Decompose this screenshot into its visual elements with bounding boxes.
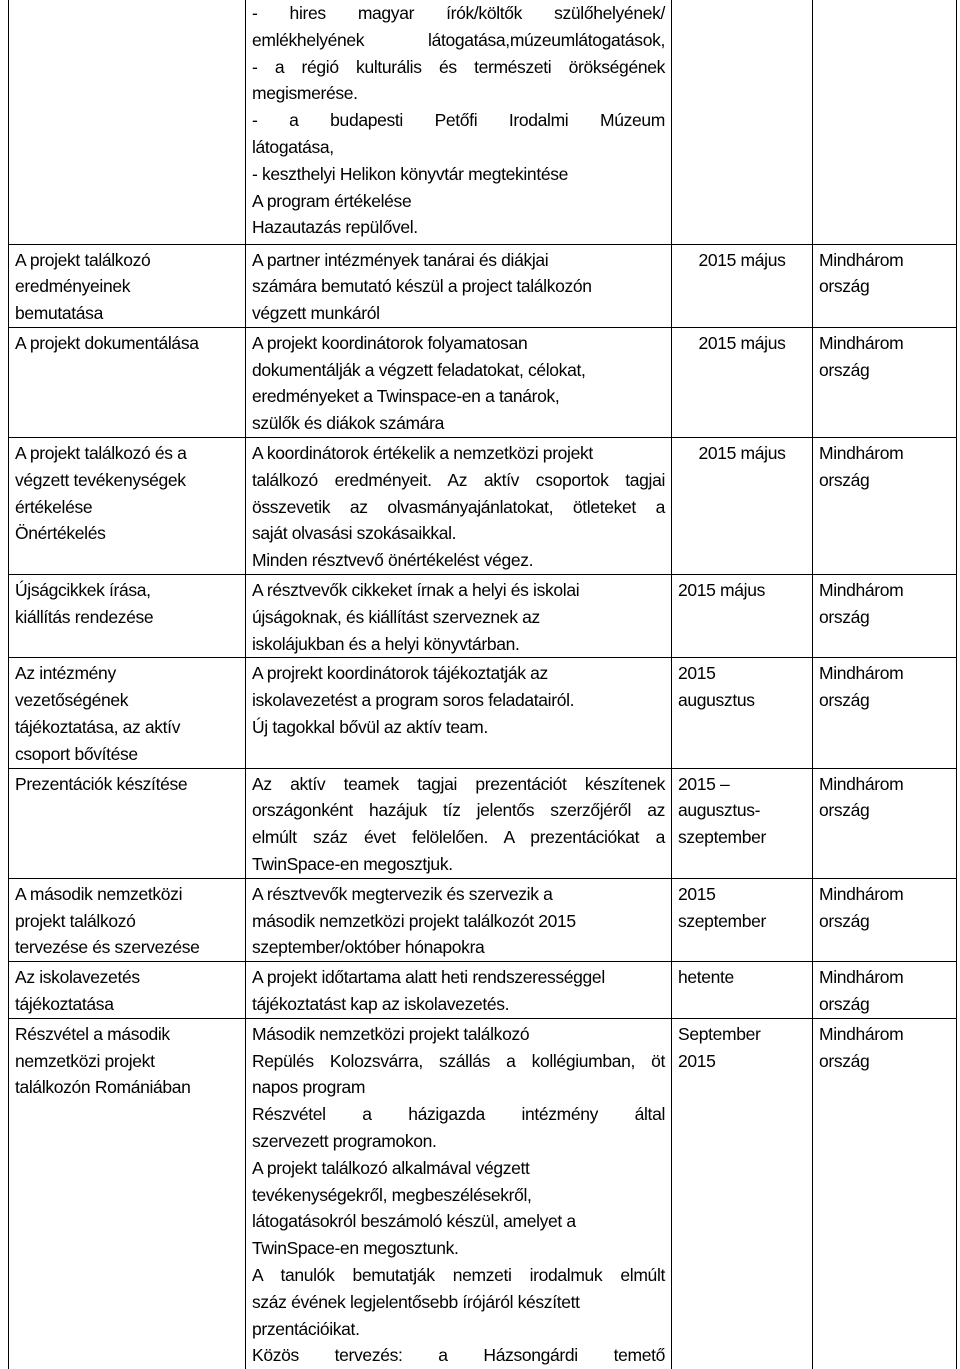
description-line: tájékoztatást kap az iskolavezetés.	[252, 994, 510, 1015]
activity-line: eredményeinek	[15, 276, 131, 297]
description-line: iskolavezetést a program soros feladatairól.	[252, 690, 575, 711]
date-line: 2015 május	[698, 443, 786, 464]
activity-line: Prezentációk készítése	[15, 773, 188, 794]
date-cell	[672, 962, 813, 1019]
description-line: A projekt koordinátorok folyamatosan	[252, 332, 528, 353]
date-cell	[672, 1018, 813, 1369]
date-line: 2015	[678, 883, 716, 904]
description-line: eredményeket a Twinspace-en a tanárok,	[252, 386, 560, 407]
participants-cell	[813, 658, 957, 768]
participants-cell	[813, 575, 957, 658]
activity-line: Önértékelés	[15, 523, 106, 544]
participants-line: Mindhárom	[819, 580, 904, 601]
activity-schedule-table	[8, 0, 957, 1369]
table-row	[9, 878, 957, 961]
participants-line: ország	[819, 276, 870, 297]
description-line: látogatása,	[252, 136, 334, 157]
activity-line: A projekt dokumentálása	[15, 332, 199, 353]
description-line: Közös tervezés: a Házsongárdi temető	[252, 1345, 665, 1366]
description-line: iskolájukban és a helyi könyvtárban.	[252, 633, 520, 654]
table-row	[9, 0, 957, 244]
date-line: augusztus	[678, 690, 755, 711]
description-line: szeptember/október hónapokra	[252, 937, 485, 958]
date-cell	[672, 438, 813, 575]
activity-cell	[9, 0, 246, 244]
activity-cell	[9, 658, 246, 768]
date-cell	[672, 768, 813, 878]
activity-line: A projekt találkozó	[15, 249, 151, 270]
participants-line: ország	[819, 359, 870, 380]
description-line: A program értékelése	[252, 190, 412, 211]
activity-line: Az iskolavezetés	[15, 967, 140, 988]
description-line: A projrekt koordinátorok tájékoztatják az	[252, 663, 548, 684]
description-line: szervezett programokon.	[252, 1131, 437, 1151]
participants-line: Mindhárom	[819, 883, 904, 904]
description-line: A projekt időtartama alatt heti rendszerességgel	[252, 967, 605, 988]
description-line: elmúlt száz évet felölelően. A prezentációkat a	[252, 827, 665, 848]
description-cell	[246, 1018, 672, 1369]
description-line: A tanulók bemutatják nemzeti irodalmuk elmúlt	[252, 1264, 665, 1285]
participants-line: ország	[819, 1050, 870, 1071]
activity-line: projekt találkozó	[15, 910, 136, 931]
activity-cell	[9, 1018, 246, 1369]
description-line: saját olvasási szokásaikkal.	[252, 523, 457, 544]
participants-cell	[813, 244, 957, 327]
date-line: 2015	[678, 1050, 716, 1071]
date-line: 2015 május	[678, 580, 765, 601]
description-line: - a budapesti Petőfi Irodalmi Múzeum	[252, 110, 665, 131]
description-line: Repülés Kolozsvárra, szállás a kollégiumban, öt	[252, 1050, 665, 1071]
date-cell	[672, 658, 813, 768]
description-line: A projekt találkozó alkalmával végzett	[252, 1157, 530, 1178]
description-cell	[246, 768, 672, 878]
table-row	[9, 575, 957, 658]
activity-line: Az intézmény	[15, 663, 116, 684]
description-line: Részvétel a házigazda intézmény által	[252, 1104, 665, 1125]
date-line: 2015 május	[698, 332, 786, 353]
description-line: Minden résztvevő önértékelést végez.	[252, 550, 534, 571]
participants-cell	[813, 962, 957, 1019]
table-row	[9, 658, 957, 768]
description-line: megismerése.	[252, 83, 358, 104]
participants-cell	[813, 1018, 957, 1369]
activity-line: csoport bővítése	[15, 743, 138, 764]
description-line: A koordinátorok értékelik a nemzetközi projekt	[252, 443, 593, 464]
activity-line: Részvétel a második	[15, 1023, 170, 1044]
participants-line: ország	[819, 690, 870, 711]
participants-cell	[813, 0, 957, 244]
activity-cell	[9, 878, 246, 961]
description-line: emlékhelyének látogatása,múzeumlátogatások,	[252, 29, 665, 50]
description-line: A partner intézmények tanárai és diákjai	[252, 249, 549, 270]
description-line: országonként hazájuk tíz jelentős szerzőjéről az	[252, 800, 665, 821]
activity-line: tájékoztatása	[15, 994, 114, 1015]
description-cell	[246, 244, 672, 327]
participants-cell	[813, 438, 957, 575]
description-cell	[246, 0, 672, 244]
date-cell	[672, 244, 813, 327]
participants-cell	[813, 768, 957, 878]
activity-line: bemutatása	[15, 303, 103, 324]
table-row	[9, 438, 957, 575]
participants-line: Mindhárom	[819, 249, 904, 270]
description-line: Új tagokkal bővül az aktív team.	[252, 717, 488, 738]
participants-line: Mindhárom	[819, 443, 904, 464]
table-row	[9, 1018, 957, 1369]
date-line: hetente	[678, 967, 734, 988]
activity-cell	[9, 768, 246, 878]
description-cell	[246, 658, 672, 768]
activity-cell	[9, 575, 246, 658]
date-line: 2015 –	[678, 773, 730, 794]
description-cell	[246, 962, 672, 1019]
date-cell	[672, 327, 813, 437]
description-line: A résztvevők megtervezik és szervezik a	[252, 883, 553, 904]
description-cell	[246, 438, 672, 575]
description-line: számára bemutató készül a project találkozón	[252, 276, 592, 297]
date-line: September	[678, 1023, 761, 1044]
description-line: Második nemzetközi projekt találkozó	[252, 1023, 530, 1044]
table-body	[9, 0, 957, 1369]
activity-line: végzett tevékenységek	[15, 469, 186, 490]
activity-line: tervezése és szervezése	[15, 937, 200, 958]
description-line: napos program	[252, 1077, 366, 1098]
date-cell	[672, 878, 813, 961]
participants-cell	[813, 878, 957, 961]
participants-line: Mindhárom	[819, 773, 904, 794]
participants-line: Mindhárom	[819, 1023, 904, 1044]
description-line: újságoknak, és kiállítást szerveznek az	[252, 606, 540, 627]
table-row	[9, 768, 957, 878]
participants-line: ország	[819, 469, 870, 490]
description-line: látogatásokról beszámoló készül, amelyet a	[252, 1211, 576, 1232]
table-row	[9, 962, 957, 1019]
activity-line: vezetőségének	[15, 690, 129, 711]
participants-line: ország	[819, 994, 870, 1015]
description-line: Az aktív teamek tagjai prezentációt készítenek	[252, 773, 665, 794]
description-line: szülők és diákok számára	[252, 413, 444, 434]
activity-line: kiállítás rendezése	[15, 606, 154, 627]
description-line: TwinSpace-en megosztjuk.	[252, 854, 453, 875]
participants-line: Mindhárom	[819, 663, 904, 684]
participants-line: ország	[819, 800, 870, 821]
date-cell	[672, 575, 813, 658]
description-line: - keszthelyi Helikon könyvtár megtekintése	[252, 163, 568, 184]
activity-cell	[9, 962, 246, 1019]
activity-line: értékelése	[15, 496, 93, 517]
description-line: találkozó eredményeit. Az aktív csoportok tagjai	[252, 469, 665, 490]
activity-line: A második nemzetközi	[15, 883, 183, 904]
activity-cell	[9, 327, 246, 437]
description-line: A résztvevők cikkeket írnak a helyi és iskolai	[252, 580, 580, 601]
description-line: második nemzetközi projekt találkozót 2015	[252, 910, 576, 931]
description-cell	[246, 878, 672, 961]
date-cell	[672, 0, 813, 244]
table-row	[9, 244, 957, 327]
description-line: végzett munkáról	[252, 303, 380, 324]
date-line: 2015 május	[698, 249, 786, 270]
date-line: 2015	[678, 663, 716, 684]
description-line: - a régió kulturális és természeti örökségének	[252, 56, 665, 77]
date-line: augusztus-	[678, 800, 761, 821]
description-line: tevékenységekről, megbeszélésekről,	[252, 1184, 532, 1205]
participants-cell	[813, 327, 957, 437]
participants-line: Mindhárom	[819, 332, 904, 353]
activity-line: Újságcikkek írása,	[15, 580, 151, 601]
description-cell	[246, 327, 672, 437]
participants-line: ország	[819, 606, 870, 627]
activity-line: A projekt találkozó és a	[15, 443, 187, 464]
activity-cell	[9, 244, 246, 327]
description-line: dokumentálják a végzett feladatokat, célokat,	[252, 359, 586, 380]
description-line: TwinSpace-en megosztunk.	[252, 1238, 459, 1259]
participants-line: Mindhárom	[819, 967, 904, 988]
description-line: összevetik az olvasmányajánlatokat, ötleteket a	[252, 496, 665, 517]
description-line: Hazautazás repülővel.	[252, 217, 418, 238]
participants-line: ország	[819, 910, 870, 931]
activity-line: találkozón Romániában	[15, 1077, 191, 1098]
description-cell	[246, 575, 672, 658]
description-line: przentációikat.	[252, 1318, 360, 1339]
description-line: - hires magyar írók/költők szülőhelyének/	[252, 3, 665, 23]
description-line: száz évének legjelentősebb írójáról készített	[252, 1291, 580, 1312]
table-row	[9, 327, 957, 437]
date-line: szeptember	[678, 827, 766, 848]
activity-line: nemzetközi projekt	[15, 1050, 155, 1071]
date-line: szeptember	[678, 910, 766, 931]
activity-cell	[9, 438, 246, 575]
activity-line: tájékoztatása, az aktív	[15, 717, 181, 738]
